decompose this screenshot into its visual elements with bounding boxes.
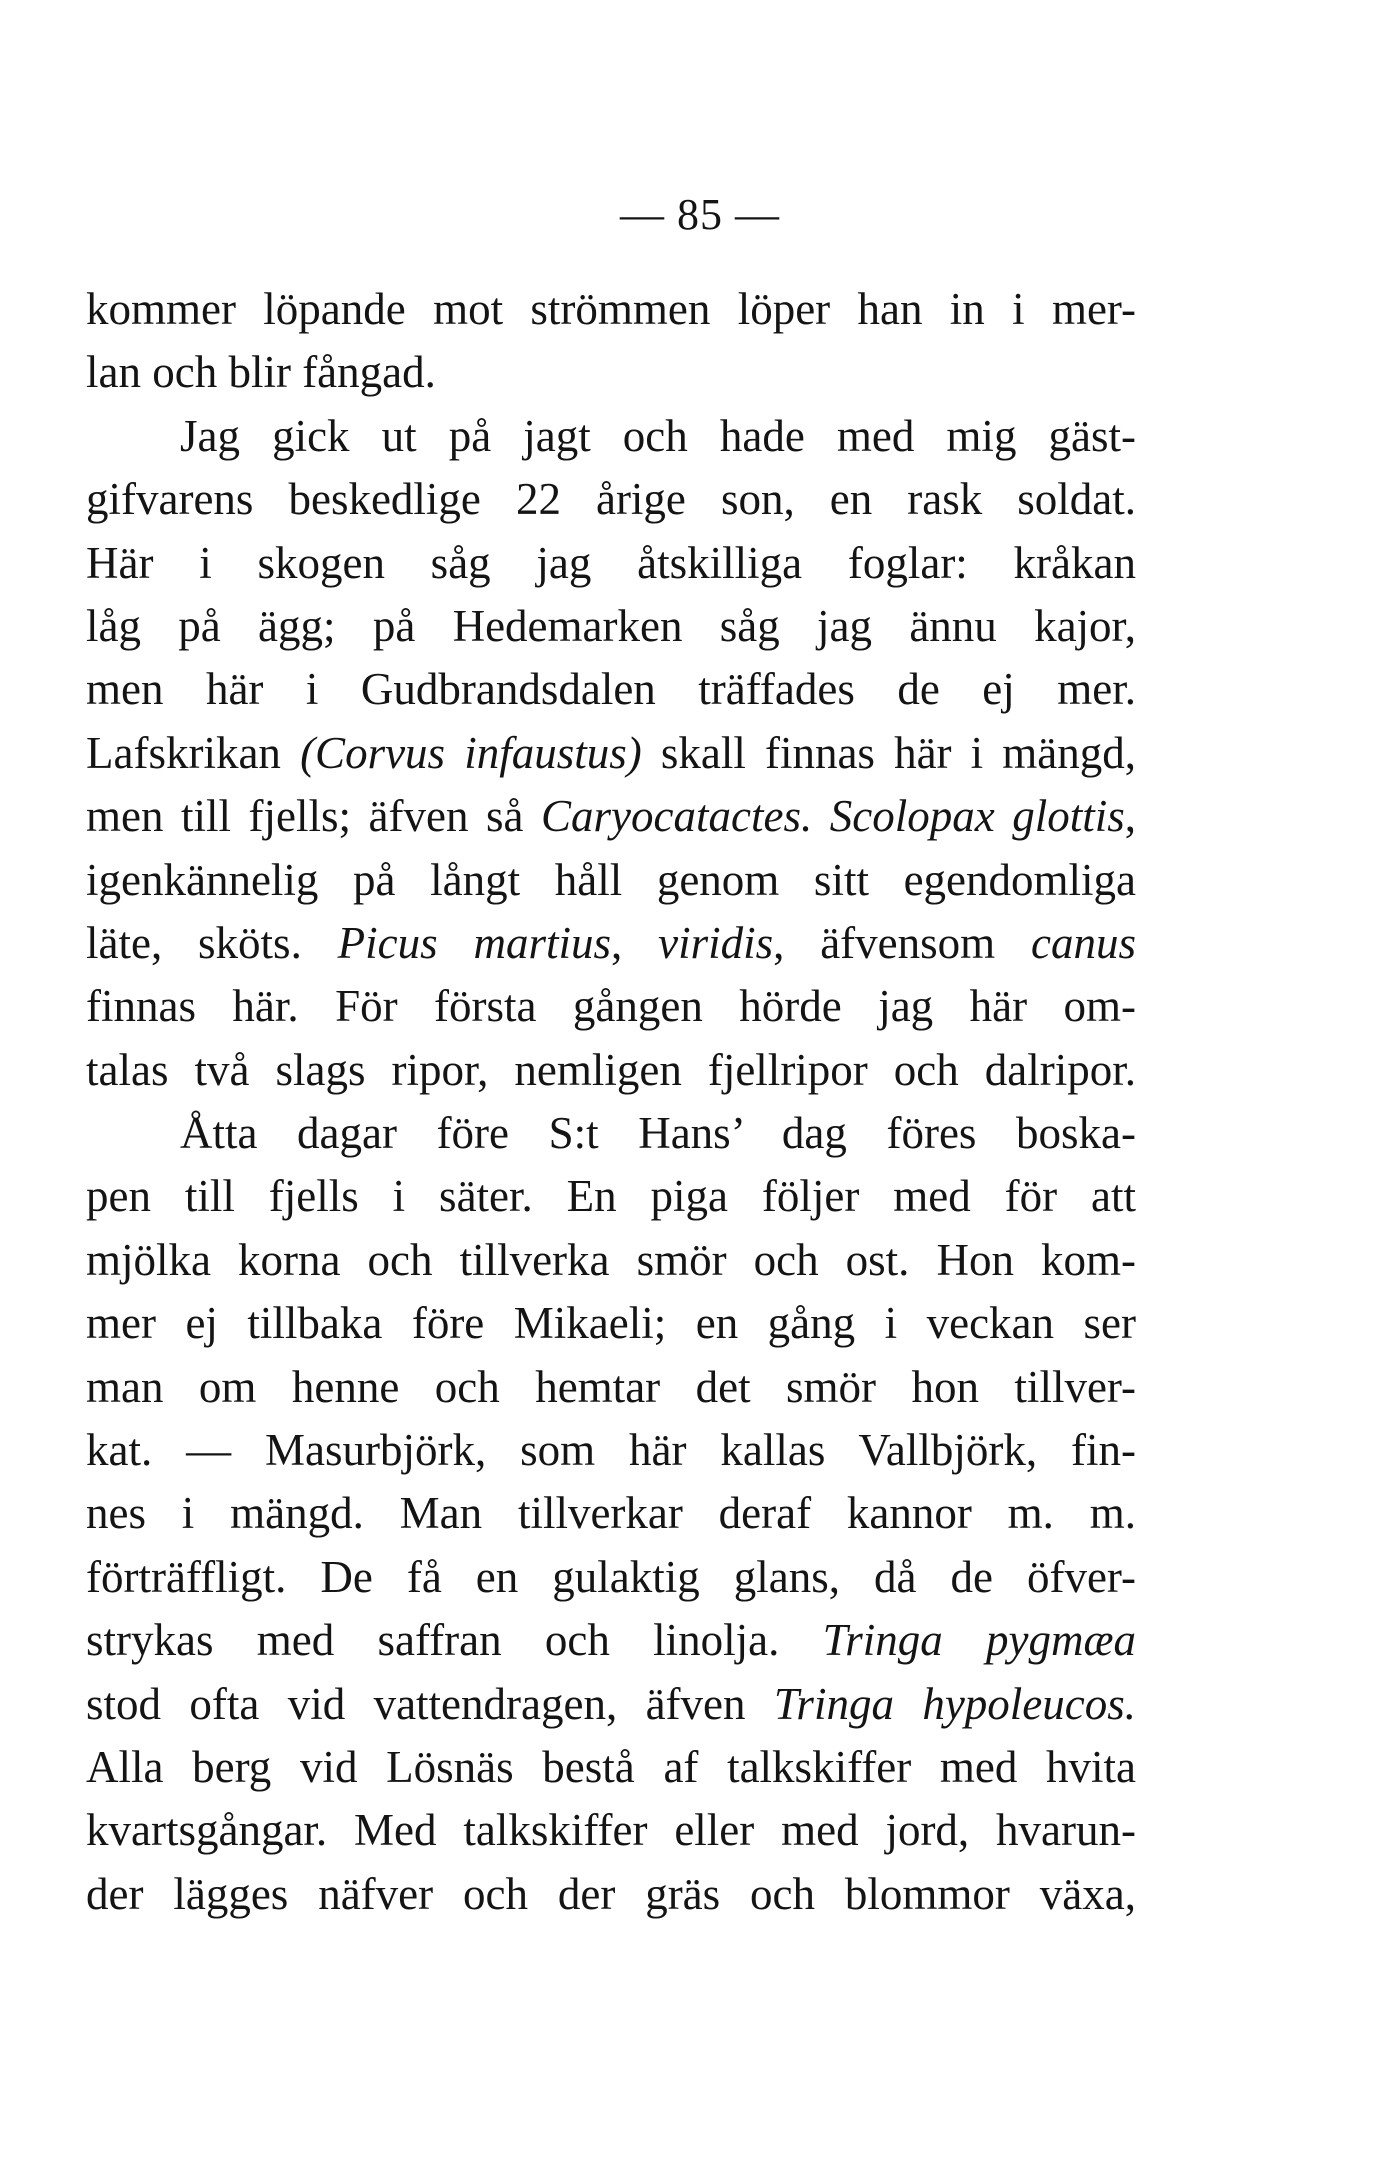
text-line — [86, 722, 1136, 785]
text-run: låg på ägg; på Hedemarken såg jag ännu kajor, — [86, 600, 1136, 651]
text-run: kommer löpande mot strömmen löper han in i mer- — [86, 284, 1136, 334]
italic-term: Scolopax glottis — [829, 791, 1125, 842]
italic-term: Tringa hypoleucos. — [773, 1678, 1136, 1729]
text-run: läte, sköts. — [86, 917, 338, 968]
text-line — [86, 849, 1136, 912]
text-run: talas två slags ripor, nemligen fjellripor och dalripor. — [86, 1044, 1136, 1095]
text-run: finnas här. För första gången hörde jag här om- — [86, 981, 1136, 1032]
text-line — [86, 1799, 1136, 1862]
text-run: Här i skogen såg jag åtskilliga foglar: kråkan — [86, 537, 1136, 588]
text-line — [86, 341, 1136, 404]
text-line — [86, 278, 1136, 341]
text-line — [86, 658, 1136, 721]
text-run: lan och blir fångad. — [86, 347, 436, 398]
text-line — [86, 532, 1136, 595]
italic-term: Tringa pygmæa — [822, 1615, 1136, 1666]
text-run: , äfvensom — [773, 917, 1031, 968]
text-run: kat. — Masurbjörk, som här kallas Vallbjörk, fin- — [86, 1425, 1136, 1476]
text-line — [86, 1863, 1136, 1926]
text-line — [86, 912, 1136, 975]
text-line — [86, 1292, 1136, 1355]
text-run: gifvarens beskedlige 22 årige son, en rask soldat. — [86, 474, 1136, 525]
text-run: kvartsgångar. Med talkskiffer eller med jord, hvarun- — [86, 1805, 1136, 1856]
text-run: men till fjells; äfven så — [86, 791, 542, 842]
italic-term: canus — [1030, 917, 1136, 968]
text-line — [86, 785, 1136, 848]
text-run: nes i mängd. Man tillverkar deraf kannor m. m. — [86, 1488, 1136, 1539]
text-run: förträffligt. De få en gulaktig glans, då de öfver- — [86, 1551, 1136, 1602]
text-run: der lägges näfver och der gräs och blommor växa, — [86, 1868, 1136, 1919]
text-run: men här i Gudbrandsdalen träffades de ej mer. — [86, 664, 1136, 715]
text-run: strykas med saffran och linolja. — [86, 1615, 823, 1666]
text-run: pen till fjells i säter. En piga följer med för att — [86, 1171, 1136, 1222]
italic-term: Caryocatactes. — [541, 791, 813, 842]
text-line — [86, 1673, 1136, 1736]
text-run: skall finnas här i mängd, — [641, 727, 1136, 778]
text-line — [86, 595, 1136, 658]
text-run: Lafskrikan — [86, 727, 301, 778]
italic-term: viridis — [658, 917, 774, 968]
italic-term: (Corvus infaustus) — [300, 727, 642, 778]
text-line — [86, 1229, 1136, 1292]
text-line — [86, 1419, 1136, 1482]
page-number: — 85 — — [620, 190, 780, 239]
text-run: mjölka korna och tillverka smör och ost. Hon kom- — [86, 1234, 1136, 1285]
text-line — [86, 1736, 1136, 1799]
text-line — [86, 1609, 1136, 1672]
text-line — [86, 975, 1136, 1038]
text-line — [86, 1546, 1136, 1609]
italic-term: Picus martius — [337, 917, 611, 968]
text-line — [86, 405, 1136, 468]
body-text — [86, 278, 1136, 1926]
text-line — [86, 1039, 1136, 1102]
text-run: stod ofta vid vattendragen, äfven — [86, 1678, 774, 1729]
text-run: man om henne och hemtar det smör hon tillver- — [86, 1361, 1136, 1412]
text-run: Åtta dagar före S:t Hans’ dag föres boska- — [180, 1108, 1136, 1159]
text-line — [86, 1165, 1136, 1228]
text-line — [86, 1482, 1136, 1545]
text-run: , — [1124, 791, 1136, 842]
text-run: Jag gick ut på jagt och hade med mig gäst- — [180, 410, 1136, 461]
text-run: , — [611, 917, 659, 968]
text-line — [86, 1356, 1136, 1419]
text-line — [86, 468, 1136, 531]
text-run: igenkännelig på långt håll genom sitt egendomliga — [86, 854, 1136, 905]
text-run — [812, 791, 830, 841]
text-run: mer ej tillbaka före Mikaeli; en gång i veckan ser — [86, 1298, 1136, 1349]
text-line — [86, 1102, 1136, 1165]
text-run: Alla berg vid Lösnäs bestå af talkskiffer med hvita — [86, 1741, 1136, 1792]
